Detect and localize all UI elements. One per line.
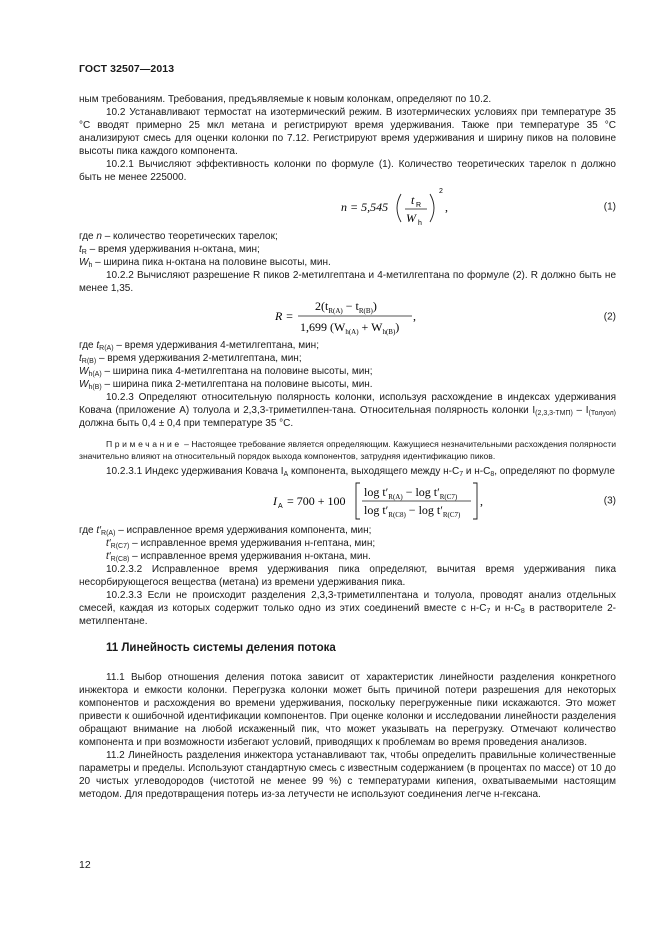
note-text: – Настоящее требование является определяющим. Кажущиеся незначительными расхождения полярности значительно влияют на относительный порядок выхода компонентов, затрудняя идентификацию пиков.: [79, 439, 616, 461]
note: [79, 438, 616, 462]
definition-item: где n – количество теоретических тарелок;: [79, 231, 278, 242]
section-heading-11: 11 Линейность системы деления потока: [106, 642, 336, 654]
definitions-formula-1: [79, 230, 616, 269]
definition-item: где $t'_{R(A)}$ – исправленное время удерживания компонента, мин;: [79, 525, 372, 537]
formula-3: [79, 478, 616, 524]
paragraph-10-2-3-3: 10.2.3.3 Если не происходит разделения 2,3,3-триметилпентана и толуола, проводят анализ отдельных смесей, каждая из которых содержит только одно из этих соединений вместе с $н-С_7$ и $н-С_8$ в растворителе 2-метилпентане.: [79, 590, 617, 627]
formula-1-left-paren: [397, 194, 401, 222]
formula-2: [79, 295, 616, 339]
formula-3-lhs-sub: A: [278, 503, 283, 510]
formula-3-left-bracket: [356, 483, 360, 519]
formula-1-lhs: n = 5,545: [341, 200, 389, 214]
formula-3-numerator: $\log t'_{R(A)} - \log t'_{R(C7)}$: [364, 485, 458, 501]
formula-2-tail: ,: [413, 309, 416, 323]
formula-2-numerator: $2(t_{R(A)} - t_{R(B)})$: [315, 299, 377, 315]
formula-1-expression: [79, 184, 616, 230]
definition-item: где $t_{R(A)}$ – время удерживания 4-метилгептана, мин;: [79, 340, 319, 352]
formula-1-number: (1): [603, 201, 616, 213]
formula-3-expression: [79, 478, 616, 524]
where-label: где: [79, 525, 97, 536]
formula-3-tail: ,: [480, 494, 483, 508]
definition-item: $t_{R(B)}$ – время удерживания 2-метилгептана, мин;: [79, 353, 302, 365]
formula-1-denominator-sub: h: [418, 220, 422, 227]
paragraph-10-2: 10.2 Устанавливают термостат на изотермический режим. В изотермических условиях при температуре 35 °С вводят примерно 25 мкл метана и регистрируют время удерживания. Также при температуре 35 °С анализируют смесь для оценки колонки по 7.12. Регистрируют время удерживания и ширину пиков на половине высоты пика каждого компонента.: [79, 107, 616, 157]
formula-3-constant: = 700 + 100: [287, 494, 346, 508]
paragraph-10-2-2: 10.2.2 Вычисляют разрешение R пиков 2-метилгептана и 4-метилгептана по формуле (2). R должно быть не менее 1,35.: [79, 270, 616, 294]
paragraph-11-2: 11.2 Линейность разделения инжектора устанавливают так, чтобы определить правильные количественные параметры и пределы. Используют стандартную смесь с известным содержанием (в процентах по массе) от 10 до 20 чистых углеводородов (чистотой не менее 99 %) с температурами кипения, охватываемыми настоящим методом. Для предотвращения потерь из-за летучести не используют соединения легче н-гексана.: [79, 750, 616, 800]
document-body: [79, 93, 616, 801]
formula-2-number: (2): [603, 311, 616, 323]
formula-3-lhs: I: [273, 494, 277, 508]
paragraph-10-2-3: 10.2.3 Определяют относительную полярность колонки, используя расхождение в индексах удерживания Ковача (приложение А) толуола и 2,3,3-триметилпен-тана. Относительная полярность колонки $I_{(2,3,3-ТМП)} - I_{(Толуол)}$ должна быть 0,4 ± 0,4 при температуре 35 °С.: [79, 392, 616, 429]
definition-item: $W_{h(B)}$ – ширина пика 2-метилгептана на половине высоты, мин.: [79, 379, 373, 391]
page-number: 12: [79, 859, 91, 871]
formula-1-tail: ,: [445, 200, 448, 214]
paragraph-intro: ным требованиям. Требования, предъявляемые к новым колонкам, определяют по 10.2.: [79, 94, 492, 105]
formula-3-right-bracket: [473, 483, 477, 519]
definition-item: $W_h$ – ширина пика н-октана на половине высоты, мин.: [79, 257, 331, 269]
formula-1-exponent: 2: [439, 188, 443, 195]
formula-2-expression: [79, 295, 616, 339]
definitions-formula-2: [79, 339, 616, 391]
where-label: где: [79, 231, 97, 242]
definition-item: $t'_{R(C8)}$ – исправленное время удерживания н-октана, мин.: [106, 551, 371, 563]
note-label: Примечание: [106, 439, 182, 449]
definition-item: $t'_{R(C7)}$ – исправленное время удерживания н-гептана, мин;: [106, 538, 376, 550]
paragraph-10-2-3-1: 10.2.3.1 Индекс удерживания Ковача $I_A$ компонента, выходящего между $н-С_7$ и $н-С_8$, определяют по формуле: [106, 466, 615, 478]
definition-item: $W_{h(A)}$ – ширина пика 4-метилгептана на половине высоты, мин;: [79, 366, 373, 378]
definition-item: $t_R$ – время удерживания н-октана, мин;: [79, 244, 260, 256]
formula-3-number: (3): [603, 495, 616, 507]
formula-2-lhs: R =: [275, 309, 294, 323]
formula-1-right-paren: [430, 194, 434, 222]
formula-3-denominator: $\log t'_{R(C8)} - \log t'_{R(C7)}$: [364, 503, 461, 519]
definitions-formula-3: [79, 524, 616, 563]
formula-1: [79, 184, 616, 230]
formula-1-numerator-sub: R: [416, 202, 422, 209]
paragraph-11-1: 11.1 Выбор отношения деления потока зависит от характеристик линейности разделения конкретного инжектора и емкости колонки. Перегрузка колонки может быть причиной потери разрешения для некоторых компонентов и расхождения во времени удерживания, поскольку перегруженные пики искажаются. Это может привести к ошибочной идентификации компонентов. При оценке колонки и исследовании линейности разделения обращают внимание на любой искаженный пик, что может указывать на перегрузку. Отмечают количество компонента и при возможности избегают условий, приводящих к проблемам во время проведения анализов.: [79, 672, 616, 748]
document-header: ГОСТ 32507—2013: [79, 63, 175, 75]
where-label: где: [79, 340, 97, 351]
paragraph-10-2-1: 10.2.1 Вычисляют эффективность колонки по формуле (1). Количество теоретических тарелок n должно быть не менее 225000.: [79, 159, 616, 183]
paragraph-10-2-3-2: 10.2.3.2 Исправленное время удерживания пика определяют, вычитая время удерживания пика несорбирующегося вещества (метана) из времени удерживания пика.: [79, 564, 616, 588]
formula-1-numerator: t: [411, 193, 415, 207]
formula-2-denominator: 1,699 $(W_{h(A)} + W_{h(B)})$: [300, 320, 400, 336]
formula-1-denominator: W: [406, 211, 416, 225]
